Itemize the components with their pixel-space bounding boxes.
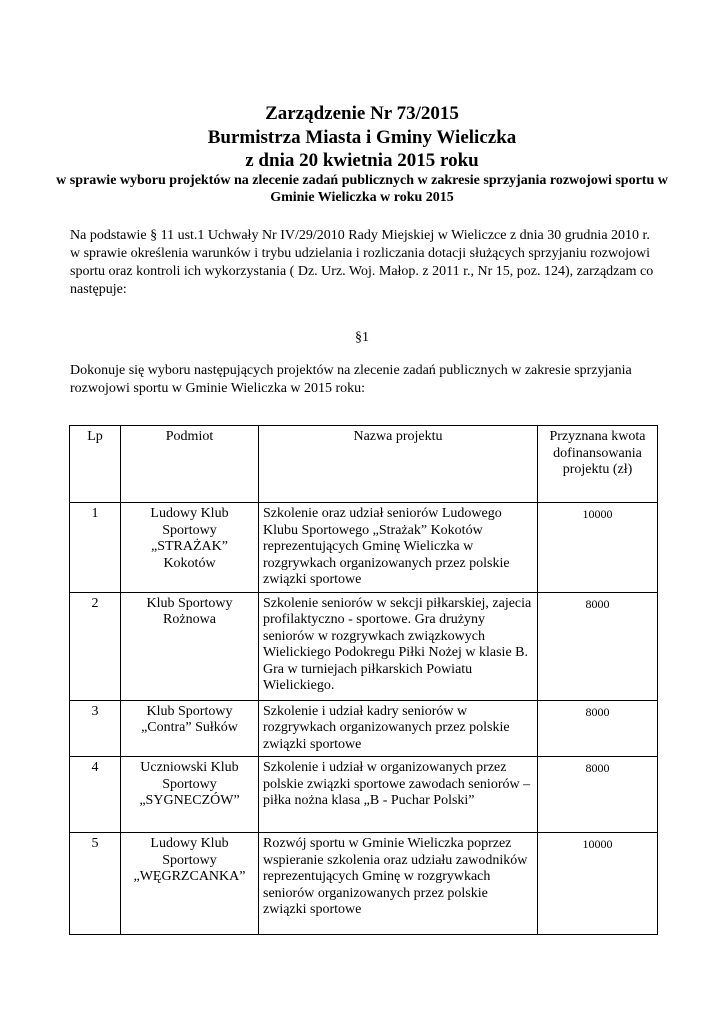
paragraph-mark: §1 <box>355 330 369 345</box>
projects-table <box>69 425 658 935</box>
header-kwota: Przyznana kwota dofinansowania projektu (zł) <box>538 426 658 503</box>
cell-kwota: 8000 <box>538 757 658 833</box>
cell-nazwa-projektu: Szkolenie i udział w organizowanych przez polskie związki sportowe zawodach seniorów – piłka nożna klasa „B - Puchar Polski” <box>259 757 538 833</box>
header-nazwa-projektu: Nazwa projektu <box>259 426 538 503</box>
cell-nazwa-projektu: Szkolenie i udział kadry seniorów w rozgrywkach organizowanych przez polskie związki sportowe <box>259 700 538 757</box>
cell-podmiot: Uczniowski Klub Sportowy „SYGNECZÓW” <box>121 757 259 833</box>
cell-podmiot: Ludowy Klub Sportowy „STRAŻAK” Kokotów <box>121 503 259 593</box>
document-issuer: Burmistrza Miasta i Gminy Wieliczka <box>207 127 517 148</box>
cell-lp: 2 <box>70 592 121 700</box>
cell-nazwa-projektu: Szkolenie oraz udział seniorów Ludowego Klubu Sportowego „Strażak” Kokotów reprezentujących Gminę Wieliczka w rozgrywkach organizowanych przez polskie związki sportowe <box>259 503 538 593</box>
document-date: z dnia 20 kwietnia 2015 roku <box>245 150 479 171</box>
table-header-row <box>70 426 658 503</box>
document-title: Zarządzenie Nr 73/2015 <box>265 103 459 124</box>
table-row <box>70 503 658 593</box>
document-subject: w sprawie wyboru projektów na zlecenie zadań publicznych w zakresie sprzyjania rozwojowi sportu w Gminie Wieliczka w roku 2015 <box>56 173 668 205</box>
header-podmiot: Podmiot <box>121 426 259 503</box>
decision-paragraph: Dokonuje się wyboru następujących projektów na zlecenie zadań publicznych w zakresie sprzyjania rozwojowi sportu w Gminie Wieliczka w 2015 roku: <box>70 363 632 396</box>
cell-lp: 3 <box>70 700 121 757</box>
table-row <box>70 757 658 833</box>
header-lp: Lp <box>70 426 121 503</box>
cell-kwota: 10000 <box>538 503 658 593</box>
table-row <box>70 592 658 700</box>
cell-kwota: 8000 <box>538 700 658 757</box>
cell-kwota: 8000 <box>538 592 658 700</box>
cell-kwota: 10000 <box>538 833 658 935</box>
cell-podmiot: Klub Sportowy Rożnowa <box>121 592 259 700</box>
table-row <box>70 700 658 757</box>
cell-lp: 1 <box>70 503 121 593</box>
legal-basis-paragraph: Na podstawie § 11 ust.1 Uchwały Nr IV/29/2010 Rady Miejskiej w Wieliczce z dnia 30 grudnia 2010 r. w sprawie określenia warunków i trybu udzielania i rozliczania dotacji służących sprzyjaniu rozwojowi sportu oraz kontroli ich wykorzystania ( Dz. Urz. Woj. Małop. z 2011 r., Nr 15, poz. 124), zarządzam co następuje: <box>70 228 654 297</box>
cell-podmiot: Klub Sportowy „Contra” Sułków <box>121 700 259 757</box>
cell-lp: 5 <box>70 833 121 935</box>
cell-lp: 4 <box>70 757 121 833</box>
cell-nazwa-projektu: Szkolenie seniorów w sekcji piłkarskiej, zajecia profilaktyczno - sportowe. Gra drużyny seniorów w rozgrywkach związkowych Wielickiego Podokregu Piłki Nożej w klasie B. Gra w turniejach piłkarskich Powiatu Wielickiego. <box>259 592 538 700</box>
cell-nazwa-projektu: Rozwój sportu w Gminie Wieliczka poprzez wspieranie szkolenia oraz udziału zawodników reprezentujących Gminę w rozgrywkach seniorów organizowanych przez polskie związki sportowe <box>259 833 538 935</box>
table-row <box>70 833 658 935</box>
cell-podmiot: Ludowy Klub Sportowy „WĘGRZCANKA” <box>121 833 259 935</box>
